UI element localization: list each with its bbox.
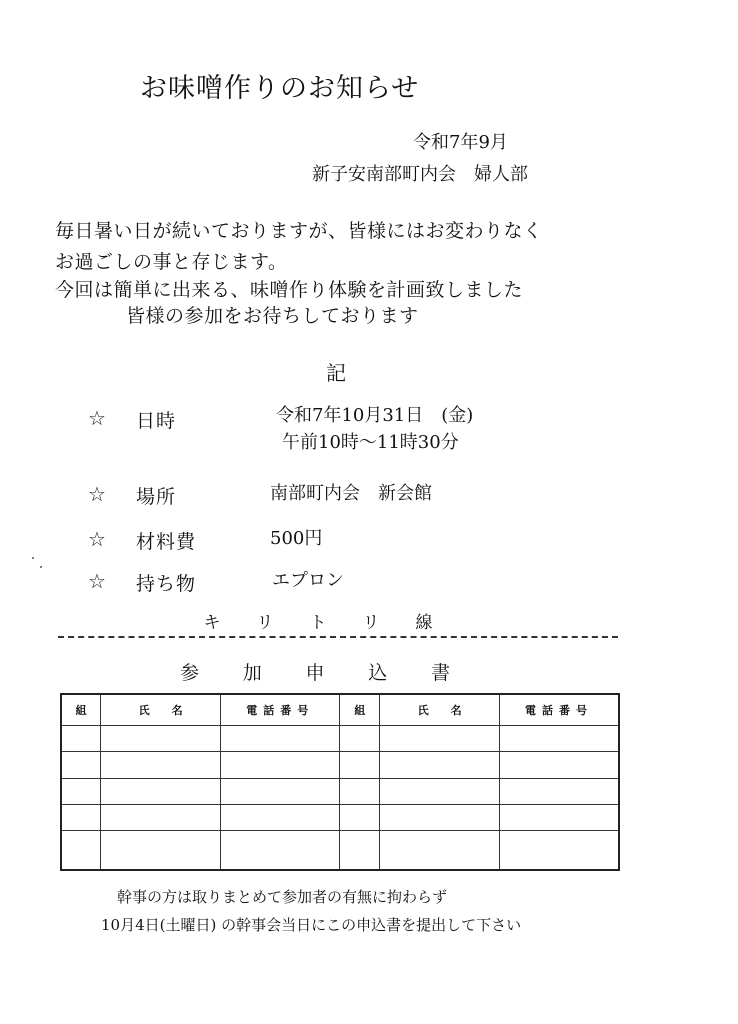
application-title-char: 申 [305, 662, 325, 684]
footer-line-1: 幹事の方は取りまとめて参加者の有無に拘わらず [117, 888, 448, 906]
table-cell[interactable] [220, 831, 340, 870]
place-value: 南部町内会 新会館 [270, 483, 432, 504]
table-cell[interactable] [61, 726, 101, 752]
table-cell[interactable] [220, 726, 340, 752]
application-table [60, 693, 620, 871]
fee-label: 材料費 [136, 531, 197, 553]
bring-label: 持ち物 [136, 573, 197, 595]
bring-value: エプロン [272, 570, 344, 591]
table-cell[interactable] [499, 752, 619, 778]
table-cell[interactable] [340, 726, 380, 752]
column-header-phone: 電話番号 [220, 694, 340, 726]
table-row [61, 804, 619, 830]
table-cell[interactable] [340, 804, 380, 830]
application-title-char: 込 [368, 662, 388, 684]
table-cell[interactable] [101, 831, 221, 870]
organization-name: 新子安南部町内会 婦人部 [312, 164, 528, 185]
fee-value: 500円 [270, 528, 323, 549]
table-cell[interactable] [499, 804, 619, 830]
column-header-name: 氏 名 [380, 694, 500, 726]
table-cell[interactable] [101, 726, 221, 752]
star-icon: ☆ [88, 569, 106, 593]
body-line-3: 今回は簡単に出来る、味噌作り体験を計画致しました [55, 279, 524, 301]
table-cell[interactable] [101, 778, 221, 804]
application-title-char: 加 [242, 662, 262, 684]
datetime-value-line2: 午前10時～11時30分 [282, 432, 459, 453]
table-cell[interactable] [340, 752, 380, 778]
table-cell[interactable] [499, 726, 619, 752]
table-cell[interactable] [380, 831, 500, 870]
application-title [180, 658, 450, 685]
table-cell[interactable] [380, 726, 500, 752]
table-cell[interactable] [220, 804, 340, 830]
table-row [61, 831, 619, 870]
table-cell[interactable] [380, 752, 500, 778]
column-header-group: 組 [340, 694, 380, 726]
table-row [61, 726, 619, 752]
table-cell[interactable] [220, 778, 340, 804]
footer-line-2: 10月4日(土曜日) の幹事会当日にこの申込書を提出して下さい [101, 916, 522, 934]
application-title-char: 参 [180, 662, 200, 684]
table-header-row [61, 694, 619, 726]
table-cell[interactable] [61, 752, 101, 778]
cut-line [58, 636, 618, 638]
table-row [61, 752, 619, 778]
application-title-char: 書 [430, 662, 450, 684]
cut-char: ト [309, 613, 327, 633]
star-icon: ☆ [88, 527, 106, 551]
datetime-label: 日時 [136, 410, 177, 432]
notice-date: 令和7年9月 [413, 132, 508, 153]
body-line-1: 毎日暑い日が続いておりますが、皆様にはお変わりなく [55, 220, 543, 242]
datetime-value-line1: 令和7年10月31日 (金) [276, 405, 474, 426]
cut-char: リ [362, 613, 380, 633]
table-cell[interactable] [101, 752, 221, 778]
table-cell[interactable] [499, 831, 619, 870]
table-cell[interactable] [499, 778, 619, 804]
place-label: 場所 [136, 486, 177, 508]
table-cell[interactable] [380, 778, 500, 804]
star-icon: ☆ [88, 482, 106, 506]
star-icon: ☆ [88, 406, 106, 430]
table-cell[interactable] [61, 778, 101, 804]
table-cell[interactable] [61, 804, 101, 830]
scan-speck [32, 557, 34, 559]
table-cell[interactable] [340, 778, 380, 804]
notice-title: お味噌作りのお知らせ [140, 73, 420, 104]
table-cell[interactable] [220, 752, 340, 778]
cut-char: キ [203, 613, 221, 633]
table-cell[interactable] [380, 804, 500, 830]
body-line-4: 皆様の参加をお待ちしております [126, 305, 419, 327]
column-header-group: 組 [61, 694, 101, 726]
table-cell[interactable] [101, 804, 221, 830]
column-header-phone: 電話番号 [499, 694, 619, 726]
table-cell[interactable] [61, 831, 101, 870]
ki-heading: 記 [326, 361, 346, 385]
table-cell[interactable] [340, 831, 380, 870]
body-line-2: お過ごしの事と存じます。 [55, 251, 288, 273]
cut-char: 線 [415, 613, 433, 633]
column-header-name: 氏 名 [101, 694, 221, 726]
cut-line-label [58, 608, 578, 633]
scan-speck [40, 566, 42, 568]
table-row [61, 778, 619, 804]
cut-char: リ [256, 613, 274, 633]
